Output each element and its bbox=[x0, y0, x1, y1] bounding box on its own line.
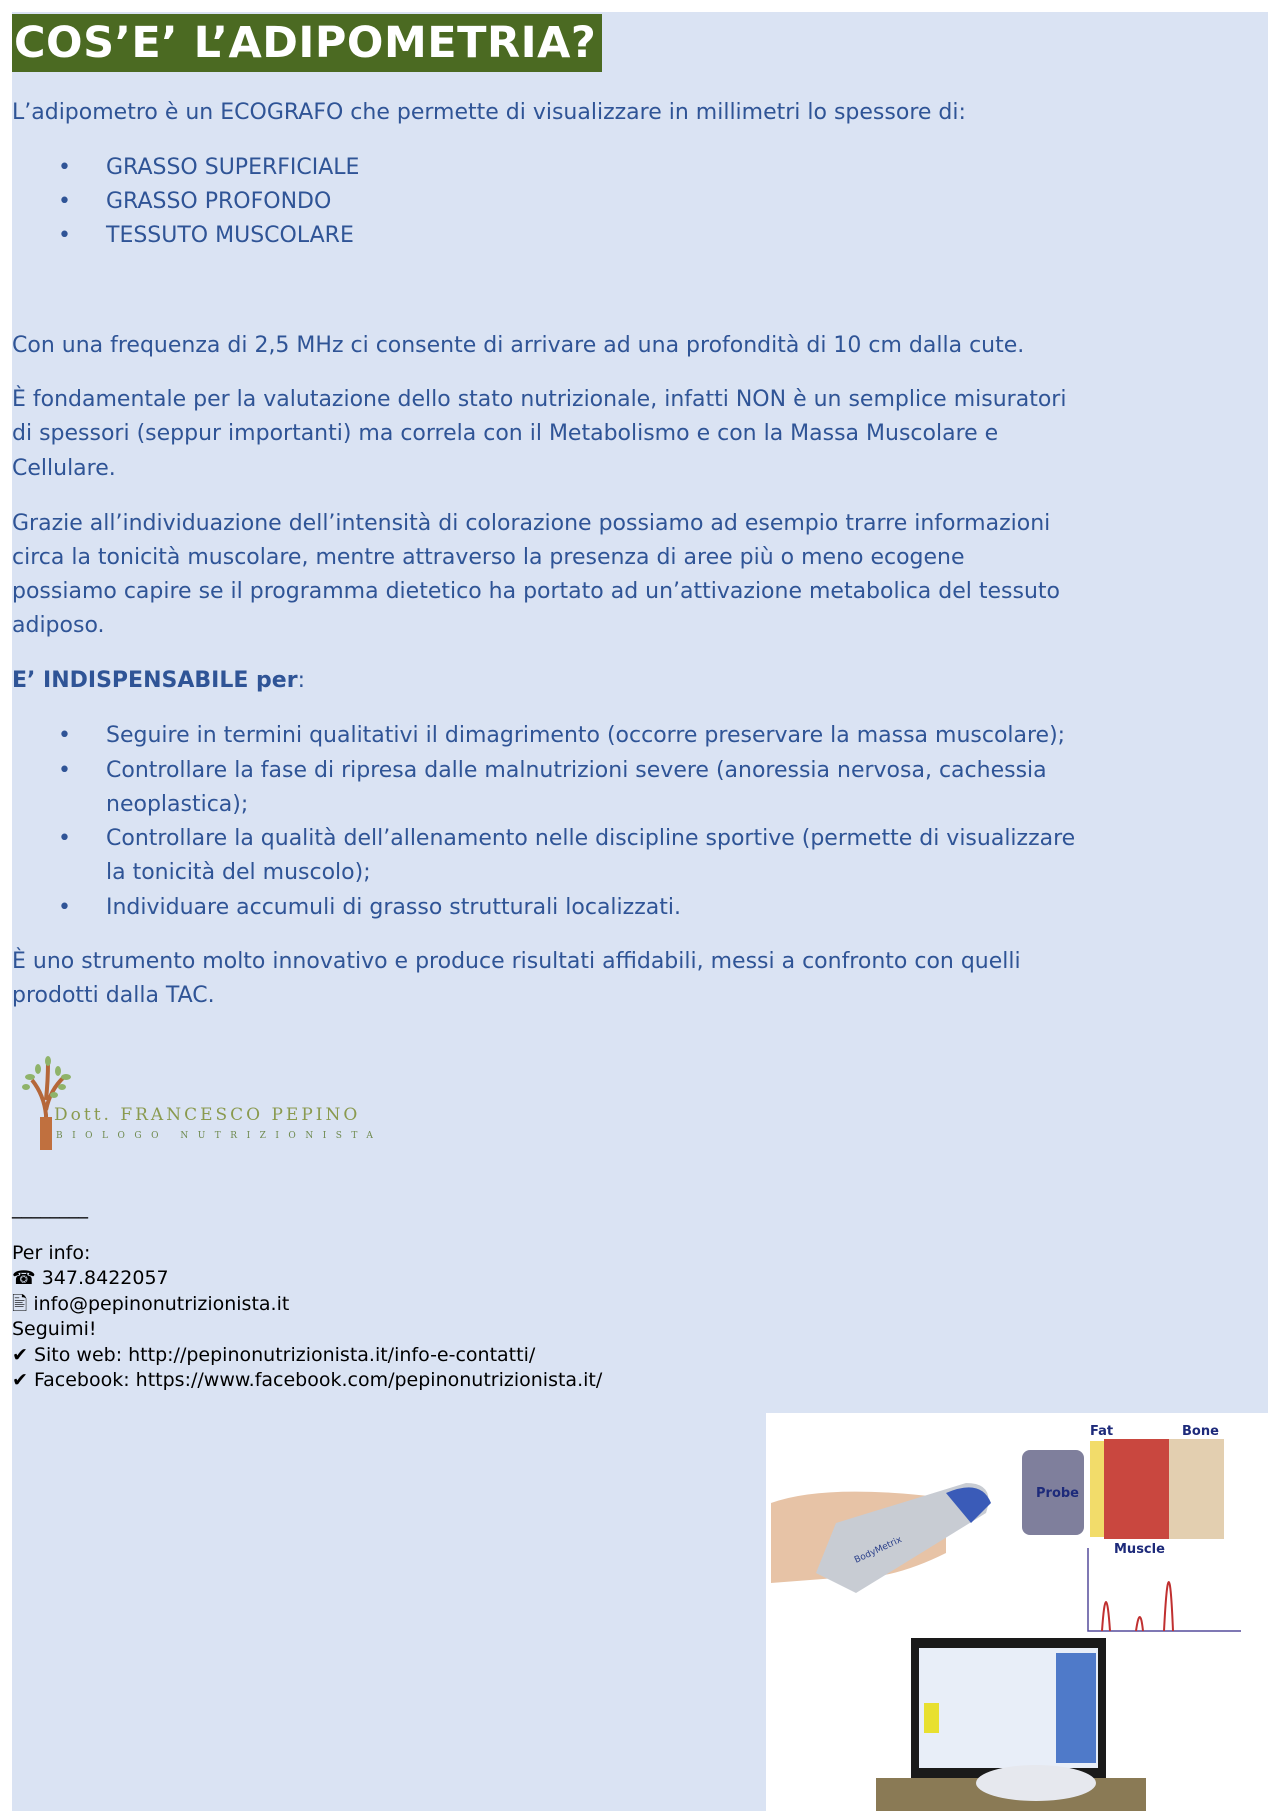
muscle-label: Muscle bbox=[1114, 1542, 1165, 1557]
layer-item: TESSUTO MUSCOLARE bbox=[106, 223, 354, 248]
indispensabile-bold: E’ INDISPENSABILE per bbox=[12, 668, 298, 693]
use-item: Seguire in termini qualitativi il dimagrimento (occorre preservare la massa muscolare); bbox=[106, 723, 1066, 748]
paragraph-line: Grazie all’individuazione dell’intensità di colorazione possiamo ad esempio trarre informazioni bbox=[12, 511, 1051, 536]
email-link[interactable]: info@pepinonutrizionista.it bbox=[33, 1293, 290, 1315]
intro-text: L’adipometro è un ECOGRAFO che permette di visualizzare in millimetri lo spessore di: bbox=[12, 100, 966, 125]
paragraph-line: circa la tonicità muscolare, mentre attraverso la presenza di aree più o meno ecogene bbox=[12, 545, 965, 570]
fat-label: Fat bbox=[1090, 1424, 1114, 1439]
paragraph-line: adiposo. bbox=[12, 613, 105, 638]
phone-number[interactable]: 347.8422057 bbox=[41, 1267, 169, 1289]
logo-subtitle: BIOLOGO NUTRIZIONISTA bbox=[56, 1131, 383, 1141]
email-line bbox=[12, 1292, 289, 1318]
indispensabile-colon: : bbox=[297, 668, 305, 693]
phone-line bbox=[12, 1266, 169, 1292]
telephone-icon: ☎ bbox=[12, 1267, 36, 1289]
page-title: COS’E’ L’ADIPOMETRIA? bbox=[12, 14, 602, 72]
bullet: • bbox=[58, 723, 71, 748]
use-item-cont: neoplastica); bbox=[106, 792, 249, 817]
bullet: • bbox=[58, 758, 71, 783]
bullet: • bbox=[58, 189, 71, 214]
use-item-cont: la tonicità del muscolo); bbox=[106, 860, 371, 885]
frequency-paragraph: Con una frequenza di 2,5 MHz ci consente di arrivare ad una profondità di 10 cm dalla cute. bbox=[12, 333, 1025, 358]
bullet: • bbox=[58, 155, 71, 180]
nutritionist-logo bbox=[18, 1055, 383, 1150]
use-item: Controllare la qualità dell’allenamento nelle discipline sportive (permette di visualizzare bbox=[106, 826, 1076, 851]
adipometer-photo bbox=[766, 1413, 1268, 1811]
paragraph-line: possiamo capire se il programma dietetico ha portato ad un’attivazione metabolica del tessuto bbox=[12, 579, 1060, 604]
device-label: BodyMetrix bbox=[853, 1535, 904, 1566]
mail-icon: 🖹 bbox=[12, 1293, 28, 1315]
website-link[interactable]: ✔ Sito web: http://pepinonutrizionista.it/info-e-contatti/ bbox=[12, 1344, 536, 1366]
use-item: Individuare accumuli di grasso strutturali localizzati. bbox=[106, 895, 681, 920]
bone-label: Bone bbox=[1182, 1424, 1219, 1439]
facebook-link[interactable]: ✔ Facebook: https://www.facebook.com/pepinonutrizionista.it/ bbox=[12, 1369, 603, 1391]
divider-rule: ________ bbox=[12, 1197, 88, 1219]
indispensabile-heading bbox=[12, 664, 305, 699]
layer-item: GRASSO SUPERFICIALE bbox=[106, 155, 360, 180]
layer-item: GRASSO PROFONDO bbox=[106, 189, 332, 214]
probe-label: Probe bbox=[1036, 1486, 1079, 1501]
use-item: Controllare la fase di ripresa dalle malnutrizioni severe (anoressia nervosa, cachessia bbox=[106, 758, 1047, 783]
paragraph-line: È uno strumento molto innovativo e produce risultati affidabili, messi a confronto con quelli bbox=[12, 949, 1021, 974]
seguimi-label: Seguimi! bbox=[12, 1318, 97, 1340]
per-info-label: Per info: bbox=[12, 1242, 91, 1264]
bullet: • bbox=[58, 895, 71, 920]
logo-name: Dott. FRANCESCO PEPINO bbox=[54, 1105, 361, 1125]
bullet: • bbox=[58, 223, 71, 248]
paragraph-line: prodotti dalla TAC. bbox=[12, 983, 215, 1008]
paragraph-line: di spessori (seppur importanti) ma correla con il Metabolismo e con la Massa Muscolare e bbox=[12, 421, 999, 446]
paragraph-line: È fondamentale per la valutazione dello stato nutrizionale, infatti NON è un semplice misuratori bbox=[12, 387, 1067, 412]
bullet: • bbox=[58, 826, 71, 851]
paragraph-line: Cellulare. bbox=[12, 456, 116, 481]
